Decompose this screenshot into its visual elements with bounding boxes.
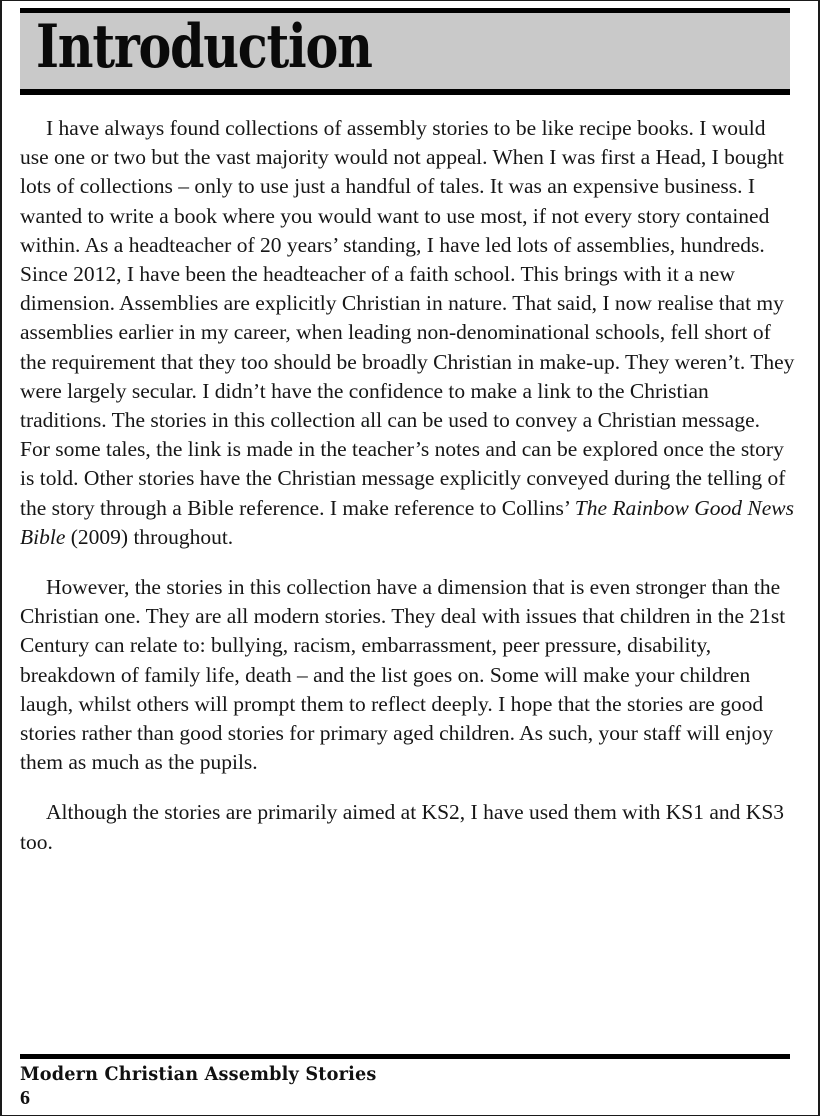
header-band — [20, 13, 790, 89]
paragraph-3-run-1: Although the stories are primarily aimed at KS2, I have used them with KS1 and KS3 too. — [20, 800, 785, 854]
paragraph-2-run-1: However, the stories in this collection have a dimension that is even stronger than the Christian one. They are all modern stories. They deal with issues that children in the 21st Century can relate to: bullying, racism, embarrassment, peer pressure, disability, breakdown of family life, death – and the list goes on. Some will make your children laugh, whilst others will prompt them to reflect deeply. I hope that the stories are good stories rather than good stories for primary aged children. As such, your staff will enjoy them as much as the pupils. — [20, 575, 786, 775]
body-text — [20, 114, 795, 857]
paragraph-3 — [20, 798, 795, 856]
page-footer — [20, 1054, 790, 1109]
footer-rule — [20, 1054, 790, 1059]
paragraph-1-run-3: (2009) throughout. — [65, 524, 234, 549]
page-header — [20, 8, 790, 95]
page-title: Introduction — [36, 12, 372, 82]
paragraph-2 — [20, 573, 795, 777]
footer-book-title: Modern Christian Assembly Stories — [20, 1063, 377, 1085]
paragraph-1 — [20, 114, 795, 552]
book-title-italic: The Rainbow Good News Bible — [20, 495, 794, 549]
header-rule-bottom — [20, 89, 790, 95]
page-number: 6 — [20, 1087, 30, 1109]
paragraph-1-run-1: I have always found collections of assembly stories to be like recipe books. I would use one or two but the vast majority would not appeal. When I was first a Head, I bought lots of collections – only to use just a handful of tales. It was an expensive business. I wanted to write a book where you would want to use most, if not every story contained within. As a headteacher of 20 years’ standing, I have led lots of assemblies, hundreds. Since 2012, I have been the headteacher of a faith school. This brings with it a new dimension. Assemblies are explicitly Christian in nature. That said, I now realise that my assemblies earlier in my career, when leading non-denominational schools, fell short of the requirement that they too should be broadly Christian in make-up. They weren’t. They were largely secular. I didn’t have the confidence to make a link to the Christian traditions. The stories in this collection all can be used to convey a Christian message. For some tales, the link is made in the teacher’s notes and can be explored once the story is told. Other stories have the Christian message explicitly conveyed during the telling of the story through a Bible reference. I make reference to Collins’ — [20, 116, 795, 520]
